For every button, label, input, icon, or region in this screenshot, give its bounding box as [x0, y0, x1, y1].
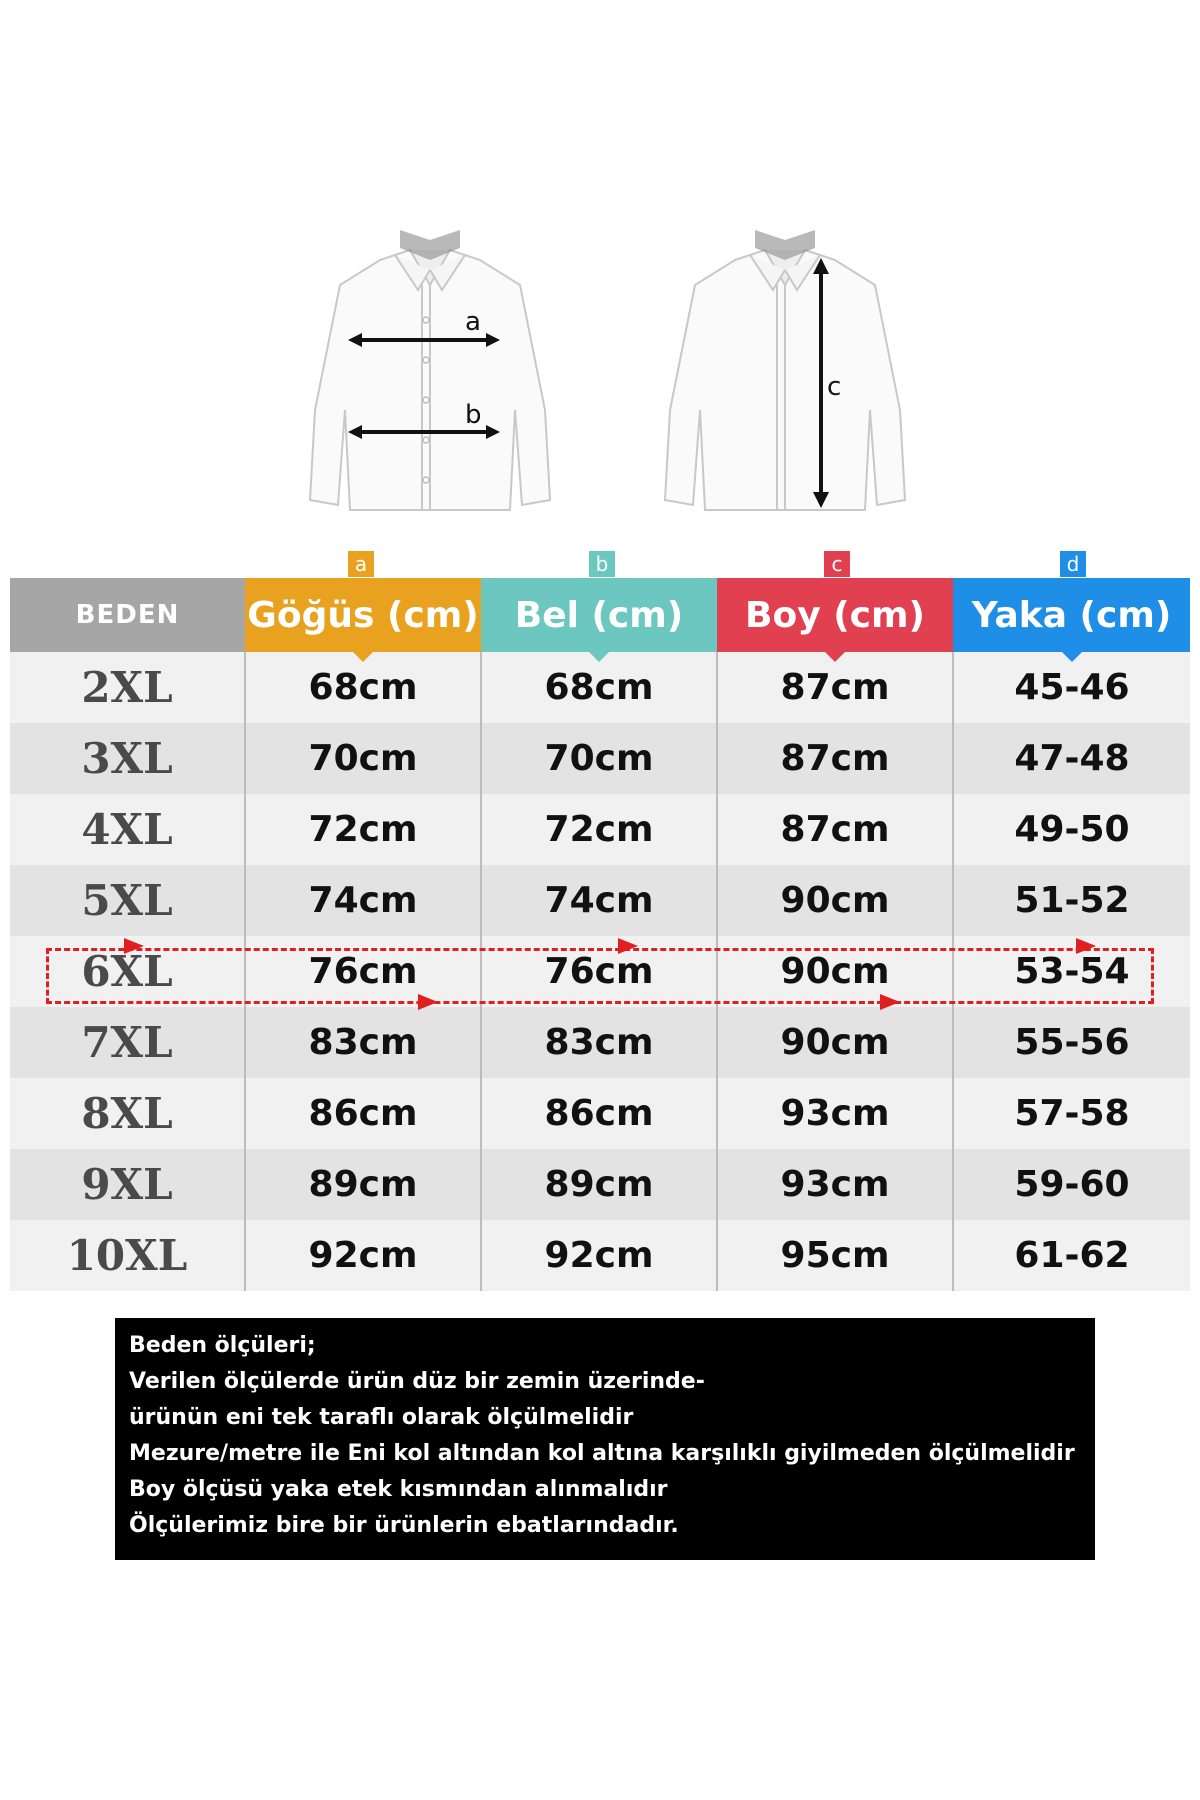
measure-label-a: a	[465, 307, 481, 337]
arrow-right-icon	[618, 938, 638, 954]
size-value: 90cm	[717, 1007, 953, 1078]
table-row	[10, 865, 1190, 936]
table-row	[10, 652, 1190, 723]
size-value: 74cm	[481, 865, 717, 936]
size-label: 8XL	[10, 1078, 245, 1149]
arrow-right-icon	[124, 938, 144, 954]
size-value: 90cm	[717, 865, 953, 936]
note-line: Verilen ölçülerde ürün düz bir zemin üzerinde-	[129, 1369, 705, 1394]
size-value: 72cm	[481, 794, 717, 865]
size-value: 53-54	[953, 936, 1190, 1007]
header-tab-c: c	[824, 551, 850, 577]
size-label: 2XL	[10, 652, 245, 723]
table-header-row	[10, 578, 1190, 652]
size-label: 5XL	[10, 865, 245, 936]
size-value: 93cm	[717, 1078, 953, 1149]
note-line: Ölçülerimiz bire bir ürünlerin ebatlarındadır.	[129, 1513, 679, 1538]
size-value: 89cm	[481, 1149, 717, 1220]
size-value: 93cm	[717, 1149, 953, 1220]
note-line: ürünün eni tek taraflı olarak ölçülmelidir	[129, 1405, 634, 1430]
size-label: 10XL	[10, 1220, 245, 1291]
size-chart-table	[10, 578, 1190, 1291]
shirt-front-illustration	[300, 230, 560, 530]
shirt-measurement-diagram	[0, 230, 1200, 550]
table-row	[10, 1220, 1190, 1291]
table-row	[10, 1149, 1190, 1220]
size-value: 83cm	[481, 1007, 717, 1078]
note-line: Boy ölçüsü yaka etek kısmından alınmalıdır	[129, 1477, 668, 1502]
size-value: 68cm	[481, 652, 717, 723]
size-value: 74cm	[245, 865, 481, 936]
header-yaka: Yaka (cm)	[953, 578, 1190, 652]
size-value: 47-48	[953, 723, 1190, 794]
arrow-right-icon	[880, 994, 900, 1010]
size-value: 57-58	[953, 1078, 1190, 1149]
measure-label-c: c	[827, 372, 842, 402]
size-value: 49-50	[953, 794, 1190, 865]
size-label: 7XL	[10, 1007, 245, 1078]
size-value: 86cm	[245, 1078, 481, 1149]
size-value: 70cm	[245, 723, 481, 794]
table-row	[10, 936, 1190, 1007]
size-value: 76cm	[245, 936, 481, 1007]
table-row	[10, 1007, 1190, 1078]
size-value: 92cm	[481, 1220, 717, 1291]
shirt-back-illustration	[655, 230, 915, 530]
header-boy: Boy (cm)	[717, 578, 953, 652]
size-value: 68cm	[245, 652, 481, 723]
size-value: 61-62	[953, 1220, 1190, 1291]
size-label: 4XL	[10, 794, 245, 865]
header-tab-d: d	[1060, 551, 1086, 577]
size-value: 72cm	[245, 794, 481, 865]
arrow-right-icon	[1076, 938, 1096, 954]
size-label: 9XL	[10, 1149, 245, 1220]
size-value: 45-46	[953, 652, 1190, 723]
table-row	[10, 723, 1190, 794]
header-gogus: Göğüs (cm)	[245, 578, 481, 652]
measurement-notes	[115, 1318, 1095, 1560]
size-value: 76cm	[481, 936, 717, 1007]
header-bel: Bel (cm)	[481, 578, 717, 652]
note-line: Beden ölçüleri;	[129, 1333, 316, 1358]
size-value: 92cm	[245, 1220, 481, 1291]
measure-label-b: b	[465, 400, 482, 430]
size-value: 95cm	[717, 1220, 953, 1291]
size-label: 3XL	[10, 723, 245, 794]
size-label: 6XL	[10, 936, 245, 1007]
header-beden: BEDEN	[10, 578, 245, 652]
size-value: 87cm	[717, 794, 953, 865]
table-row	[10, 1078, 1190, 1149]
table-row	[10, 794, 1190, 865]
arrow-right-icon	[418, 994, 438, 1010]
size-value: 90cm	[717, 936, 953, 1007]
size-value: 70cm	[481, 723, 717, 794]
header-tab-b: b	[589, 551, 615, 577]
size-value: 59-60	[953, 1149, 1190, 1220]
size-value: 87cm	[717, 723, 953, 794]
size-value: 86cm	[481, 1078, 717, 1149]
size-value: 83cm	[245, 1007, 481, 1078]
size-value: 87cm	[717, 652, 953, 723]
header-tab-a: a	[348, 551, 374, 577]
size-value: 89cm	[245, 1149, 481, 1220]
size-value: 55-56	[953, 1007, 1190, 1078]
note-line: Mezure/metre ile Eni kol altından kol altına karşılıklı giyilmeden ölçülmelidir	[129, 1441, 1075, 1466]
size-value: 51-52	[953, 865, 1190, 936]
